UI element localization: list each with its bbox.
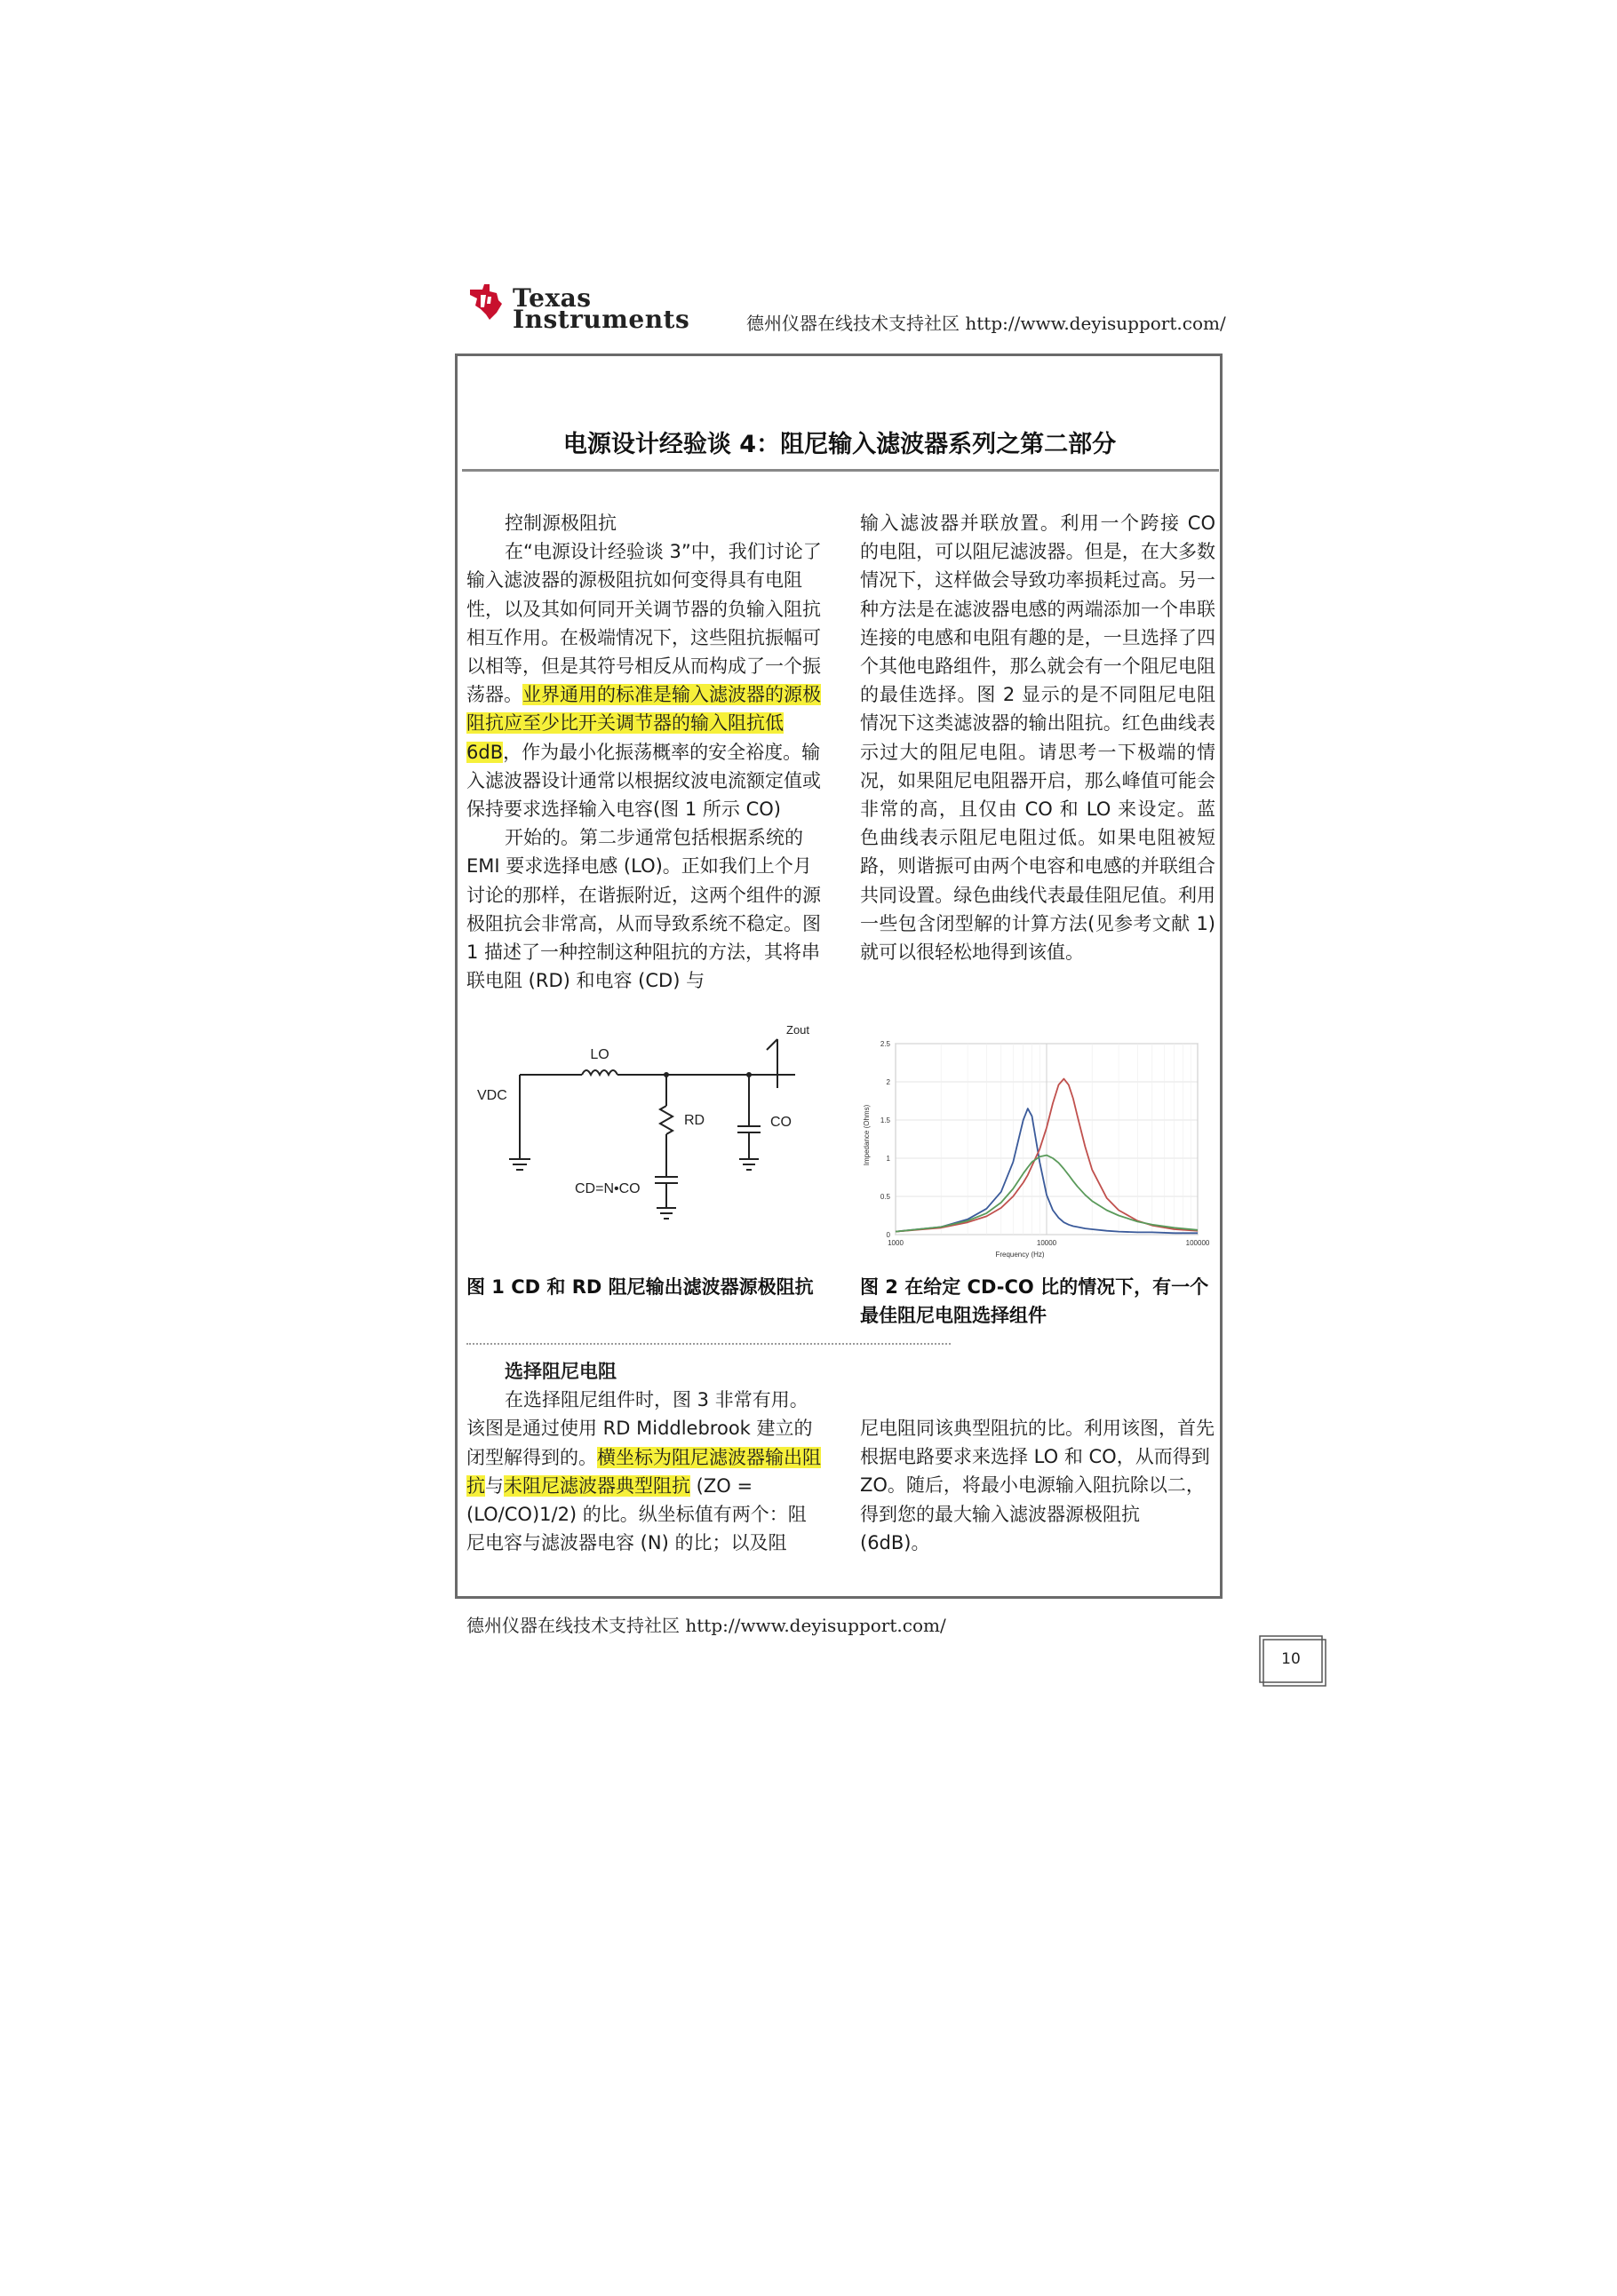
footer-site-name: 德州仪器在线技术支持社区 (466, 1615, 680, 1636)
x-tick-label-0: 1000 (888, 1239, 904, 1247)
y-tick-label-0: 0 (886, 1231, 890, 1239)
section2-right-paragraph: 尼电阻同该典型阻抗的比。利用该图，首先根据电路要求来选择 LO 和 CO，从而得到 ZO。随后，将最小电源输入阻抗除以二，得到您的最大输入滤波器源极阻抗 (6dB)。 (860, 1418, 1215, 1553)
figure2-impedance-chart (860, 1030, 1215, 1261)
chart-ticks (880, 1040, 1210, 1247)
y-tick-label-2: 1 (886, 1155, 890, 1163)
ti-logo-icon (466, 282, 506, 322)
label-zout: Zout (786, 1023, 810, 1037)
highlight-characteristic-impedance: 未阻尼滤波器典型阻抗 (504, 1474, 690, 1497)
y-tick-label-1: 0.5 (880, 1193, 890, 1201)
section2-right (860, 1414, 1215, 1557)
highlight-industry-standard: 业界通用的标准是输入滤波器的源极阻抗应至少比开关调节器的输入阻抗低 6dB (466, 684, 821, 763)
header-site-name: 德州仪器在线技术支持社区 (746, 313, 960, 334)
article-title: 电源设计经验谈 4：阻尼输入滤波器系列之第二部分 (562, 431, 1117, 458)
right-paragraph: 输入滤波器并联放置。利用一个跨接 CO 的电阻，可以阻尼滤波器。但是，在大多数情况下，这样做会导致功率损耗过高。另一种方法是在滤波器电感的两端添加一个串联连接的电感和电阻有趣的是，一旦选择了四个其他电路组件，那么就会有一个阻尼电阻的最佳选择。图 2 显示的是不同阻尼电阻情况下这类滤波器的输出阻抗。红色曲线表示过大的阻尼电阻。请思考一下极端的情况，如果阻尼电阻器开启，那么峰值可能会非常的高，且仅由 CO 和 LO 来设定。蓝色曲线表示阻尼电阻过低。如果电阻被短路，则谐振可由两个电容和电感的并联组合共同设置。绿色曲线代表最佳阻尼值。利用一些包含闭型解的计算方法(见参考文献 1)就可以很轻松地得到该值。 (860, 512, 1215, 964)
chart-x-axis-label: Frequency (Hz) (995, 1251, 1045, 1259)
title-divider (462, 469, 1219, 472)
y-tick-label-4: 2 (886, 1078, 890, 1086)
label-vdc: VDC (477, 1088, 507, 1103)
highlight-abscissa: 横坐标为阻尼滤波器输出阻抗 (466, 1446, 821, 1497)
junction-node-2 (746, 1072, 752, 1077)
label-cd: CD=N•CO (575, 1181, 641, 1196)
footer-url-link[interactable]: http://www.deyisupport.com/ (685, 1615, 946, 1636)
paragraph-2-text-a: 在“电源设计经验谈 3”中，我们讨论了输入滤波器的源极阻抗如何变得具有电阻性，以及其如何同开关调节器的负输入阻抗相互作用。在极端情况下，这些阻抗振幅可以相等，但是其符号相反从而构成了一个振荡器。 (466, 541, 822, 706)
section2-left (466, 1357, 822, 1557)
y-tick-label-3: 1.5 (880, 1116, 890, 1124)
header-site (746, 309, 1226, 335)
page-number: 10 (1281, 1650, 1301, 1668)
paragraph-2-text-b: ，作为最小化振荡概率的安全裕度。输入滤波器设计通常以根据纹波电流额定值或保持要求选择输入电容(图 1 所示 CO) (466, 741, 821, 821)
label-co: CO (770, 1115, 792, 1130)
logo-line2: Instruments (513, 305, 690, 334)
subheading-source-impedance: 控制源极阻抗 (505, 512, 617, 534)
label-lo: LO (590, 1047, 609, 1062)
section2-text-b: (ZO = (LO/CO)1/2) 的比。纵坐标值有两个：阻 (466, 1474, 807, 1526)
section2-heading: 选择阻尼电阻 (505, 1361, 617, 1382)
chart-grid (896, 1044, 1198, 1235)
y-tick-label-5: 2.5 (880, 1040, 890, 1048)
chart-y-axis-label: Impedance (Ohms) (863, 1104, 871, 1166)
x-tick-label-1: 10000 (1036, 1239, 1057, 1247)
figure1-caption: 图 1 CD 和 RD 阻尼输出滤波器源极阻抗 (466, 1276, 814, 1298)
footer-site (466, 1611, 946, 1637)
left-column (466, 509, 822, 995)
ti-logo-wordmark (513, 283, 690, 334)
paragraph-2 (466, 537, 822, 823)
figure1-schematic (466, 1021, 822, 1230)
inductor-lo-symbol (582, 1070, 617, 1075)
x-tick-label-2: 100000 (1185, 1239, 1210, 1247)
paragraph-3: 开始的。第二步通常包括根据系统的 EMI 要求选择电感 (LO)。正如我们上个月讨论的那样，在谐振附近，这两个组件的源极阻抗会非常高，从而导致系统不稳定。图 1 描述了一种控制这种阻抗的方法，其将串联电阻 (RD) 和电容 (CD) 与 (466, 827, 821, 992)
section2-text-mid: 与 (485, 1474, 504, 1497)
right-column (860, 509, 1215, 966)
section2-paragraph-end: 尼电容与滤波器电容 (N) 的比；以及阻 (466, 1532, 787, 1554)
label-rd: RD (684, 1113, 705, 1128)
header-url-link[interactable]: http://www.deyisupport.com/ (965, 313, 1226, 334)
section2-paragraph (466, 1386, 822, 1529)
resistor-rd-symbol (660, 1106, 673, 1134)
logo-line1: Texas (513, 283, 592, 313)
dotted-divider (466, 1343, 951, 1345)
section2-text-a: 在选择阻尼组件时，图 3 非常有用。该图是通过使用 RD Middlebrook 建立的闭型解得到的。 (466, 1389, 813, 1468)
figure2-caption: 图 2 在给定 CD-CO 比的情况下，有一个最佳阻尼电阻选择组件 (860, 1276, 1209, 1326)
junction-node-1 (664, 1072, 669, 1077)
